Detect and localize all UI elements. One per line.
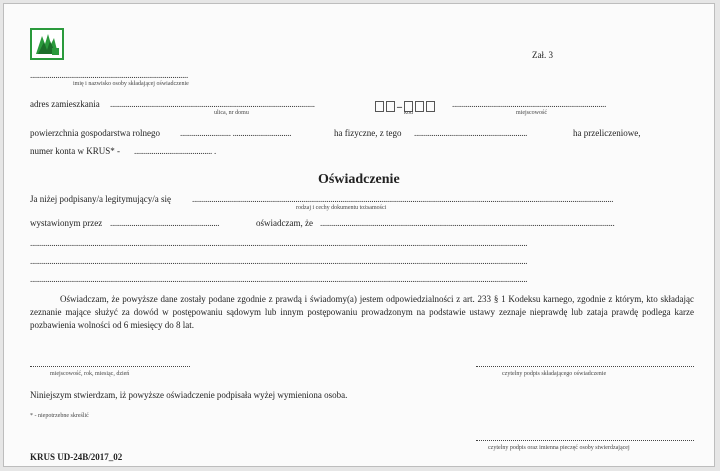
blank-line[interactable]: ...............................................................................................................................................................................................................................................................	[30, 274, 528, 284]
name-caption: imię i nazwisko osoby składającej oświadczenie	[73, 81, 189, 87]
doc-type-caption: rodzaj i cechy dokumentu tożsamości	[296, 205, 387, 211]
certifier-signature-caption: czytelny podpis oraz imienna pieczęć osoby stwierdzającej	[488, 445, 630, 451]
postal-code-caption: kod	[404, 110, 413, 116]
declaration-field[interactable]: .......................................................................................................................................................	[320, 218, 615, 228]
postal-digit-box[interactable]	[386, 101, 395, 112]
street-caption: ulica, nr domu	[214, 110, 249, 116]
issued-by-field[interactable]: ........................................................	[110, 218, 220, 228]
certifier-signature-line[interactable]	[476, 440, 694, 441]
declaration-paragraph	[30, 293, 694, 332]
declaration-text: Oświadczam, że powyższe dane zostały podane zgodnie z prawdą i świadomy(a) jestem odpowiedzialności z art. 233 § 1 Kodeksu karnego, zgodnie z którym, kto składając zeznanie mające służyć za dowód w postępowaniu sądowym lub innym postępowaniu prowadzonym na podstawie ustawy zeznaje nieprawdę lub zataja prawdę podlega karze pozbawienia wolności od 6 miesięcy do 8 lat.	[30, 294, 694, 330]
form-code: KRUS UD-24B/2017_02	[30, 452, 123, 462]
certify-text: Niniejszym stwierdzam, iż powyższe oświadczenie podpisała wyżej wymieniona osoba.	[30, 390, 348, 400]
town-field[interactable]: ...............................................................................	[452, 99, 607, 109]
attachment-label: Zał. 3	[532, 50, 553, 60]
postal-code-field[interactable]: –	[375, 97, 437, 115]
place-date-line[interactable]	[30, 366, 190, 367]
ha-converted-label: ha przeliczeniowe,	[573, 128, 641, 138]
form-page	[3, 3, 715, 467]
ha-physical-label: ha fizyczne, z tego	[334, 128, 402, 138]
farm-area-field[interactable]: .......................... ..............................	[180, 128, 292, 138]
place-date-caption: miejscowość, rok, miesiąc, dzień	[50, 371, 130, 377]
postal-digit-box[interactable]	[415, 101, 424, 112]
krus-logo-icon	[30, 28, 64, 60]
declare-label: oświadczam, że	[256, 218, 313, 228]
postal-digit-box[interactable]	[426, 101, 435, 112]
blank-line[interactable]: ...............................................................................................................................................................................................................................................................	[30, 238, 528, 248]
account-label: numer konta w KRUS* -	[30, 146, 120, 156]
account-field[interactable]: ........................................ .	[134, 146, 216, 156]
address-label: adres zamieszkania	[30, 99, 100, 109]
town-caption: miejscowość	[516, 110, 547, 116]
footnote: * - niepotrzebne skreślić	[30, 413, 89, 419]
declarant-signature-line[interactable]	[476, 366, 694, 367]
postal-digit-box[interactable]	[375, 101, 384, 112]
street-field[interactable]: .........................................................................................................	[110, 99, 315, 109]
identity-label: Ja niżej podpisany/a legitymujący/a się	[30, 194, 171, 204]
document-title: Oświadczenie	[318, 172, 400, 187]
farm-area-label: powierzchnia gospodarstwa rolnego	[30, 128, 160, 138]
blank-line[interactable]: ...............................................................................................................................................................................................................................................................	[30, 256, 528, 266]
declarant-signature-caption: czytelny podpis składającego oświadczenie	[502, 371, 607, 377]
ha-converted-field[interactable]: ..........................................................	[414, 128, 528, 138]
identity-document-field[interactable]: ........................................................................................................................................................................................................................	[192, 194, 614, 204]
issued-by-label: wystawionym przez	[30, 218, 103, 228]
name-field[interactable]: .................................................................................	[30, 70, 188, 80]
